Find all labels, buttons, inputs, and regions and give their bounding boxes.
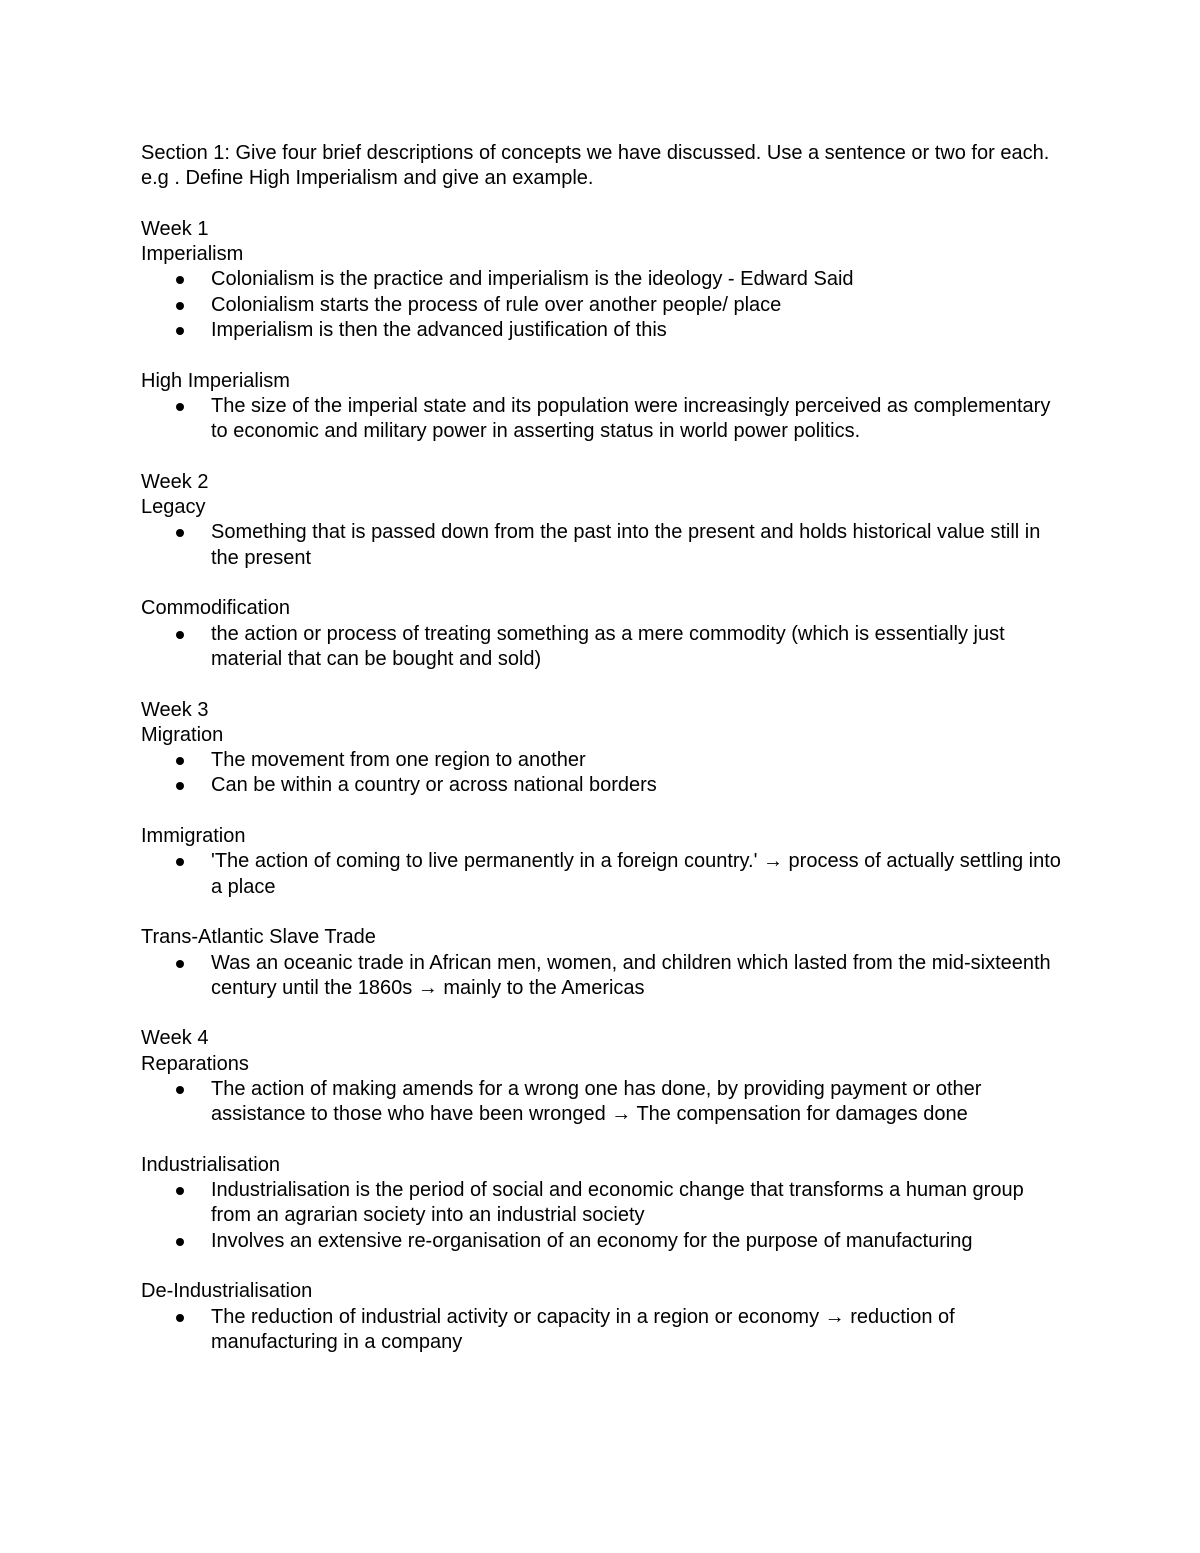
concept-block	[141, 1279, 1061, 1355]
week-section	[141, 470, 1061, 672]
weeks-container	[141, 217, 1061, 1355]
concept-block	[141, 925, 1061, 1001]
concept-block	[141, 824, 1061, 900]
bullet-item: Colonialism starts the process of rule over another people/ place	[141, 293, 1061, 318]
section-instructions: Section 1: Give four brief descriptions of concepts we have discussed. Use a sentence or two for each. e.g . Define High Imperialism and give an example.	[141, 142, 1050, 190]
concept-block	[141, 495, 1061, 571]
week-heading: Week 1	[141, 217, 209, 240]
bullet-item: Imperialism is then the advanced justification of this	[141, 318, 1061, 343]
week-section	[141, 1026, 1061, 1355]
concept-heading: Immigration	[141, 825, 246, 848]
bullet-item: Something that is passed down from the past into the present and holds historical value still in the present	[141, 520, 1061, 571]
bullet-list	[141, 1305, 1061, 1356]
concept-heading: Legacy	[141, 496, 206, 519]
concept-heading: Industrialisation	[141, 1153, 280, 1176]
week-section	[141, 217, 1061, 445]
bullet-list	[141, 748, 1061, 799]
week-heading: Week 2	[141, 470, 209, 493]
bullet-item: Industrialisation is the period of social and economic change that transforms a human group from an agrarian society into an industrial society	[141, 1178, 1061, 1229]
concept-heading: Migration	[141, 723, 224, 746]
bullet-list	[141, 394, 1061, 445]
bullet-item: 'The action of coming to live permanently in a foreign country.' → process of actually settling into a place	[141, 849, 1061, 900]
bullet-item: Was an oceanic trade in African men, women, and children which lasted from the mid-sixteenth century until the 1860s → mainly to the Americas	[141, 951, 1061, 1002]
bullet-item: the action or process of treating something as a mere commodity (which is essentially just material that can be bought and sold)	[141, 622, 1061, 673]
week-section	[141, 698, 1061, 1002]
concept-heading: Reparations	[141, 1052, 249, 1075]
bullet-list	[141, 520, 1061, 571]
concept-block	[141, 1052, 1061, 1128]
bullet-list	[141, 849, 1061, 900]
concept-heading: De-Industrialisation	[141, 1280, 313, 1303]
concept-block	[141, 242, 1061, 343]
bullet-item: Colonialism is the practice and imperialism is the ideology - Edward Said	[141, 267, 1061, 292]
bullet-list	[141, 951, 1061, 1002]
bullet-item: Involves an extensive re-organisation of an economy for the purpose of manufacturing	[141, 1229, 1061, 1254]
concept-heading: Imperialism	[141, 243, 244, 266]
concept-heading: Trans-Atlantic Slave Trade	[141, 926, 376, 949]
concept-block	[141, 723, 1061, 799]
document-body	[141, 141, 1061, 1355]
bullet-item: The action of making amends for a wrong one has done, by providing payment or other assistance to those who have been wronged → The compensation for damages done	[141, 1077, 1061, 1128]
concept-block	[141, 1153, 1061, 1254]
bullet-item: The size of the imperial state and its population were increasingly perceived as complementary to economic and military power in asserting status in world power politics.	[141, 394, 1061, 445]
bullet-item: Can be within a country or across national borders	[141, 773, 1061, 798]
bullet-item: The movement from one region to another	[141, 748, 1061, 773]
bullet-list	[141, 1077, 1061, 1128]
bullet-list	[141, 1178, 1061, 1254]
concept-block	[141, 596, 1061, 672]
week-heading: Week 4	[141, 1027, 209, 1050]
concept-heading: Commodification	[141, 597, 290, 620]
bullet-list	[141, 267, 1061, 343]
bullet-item: The reduction of industrial activity or capacity in a region or economy → reduction of manufacturing in a company	[141, 1305, 1061, 1356]
week-heading: Week 3	[141, 698, 209, 721]
concept-block	[141, 369, 1061, 445]
bullet-list	[141, 622, 1061, 673]
concept-heading: High Imperialism	[141, 369, 290, 392]
